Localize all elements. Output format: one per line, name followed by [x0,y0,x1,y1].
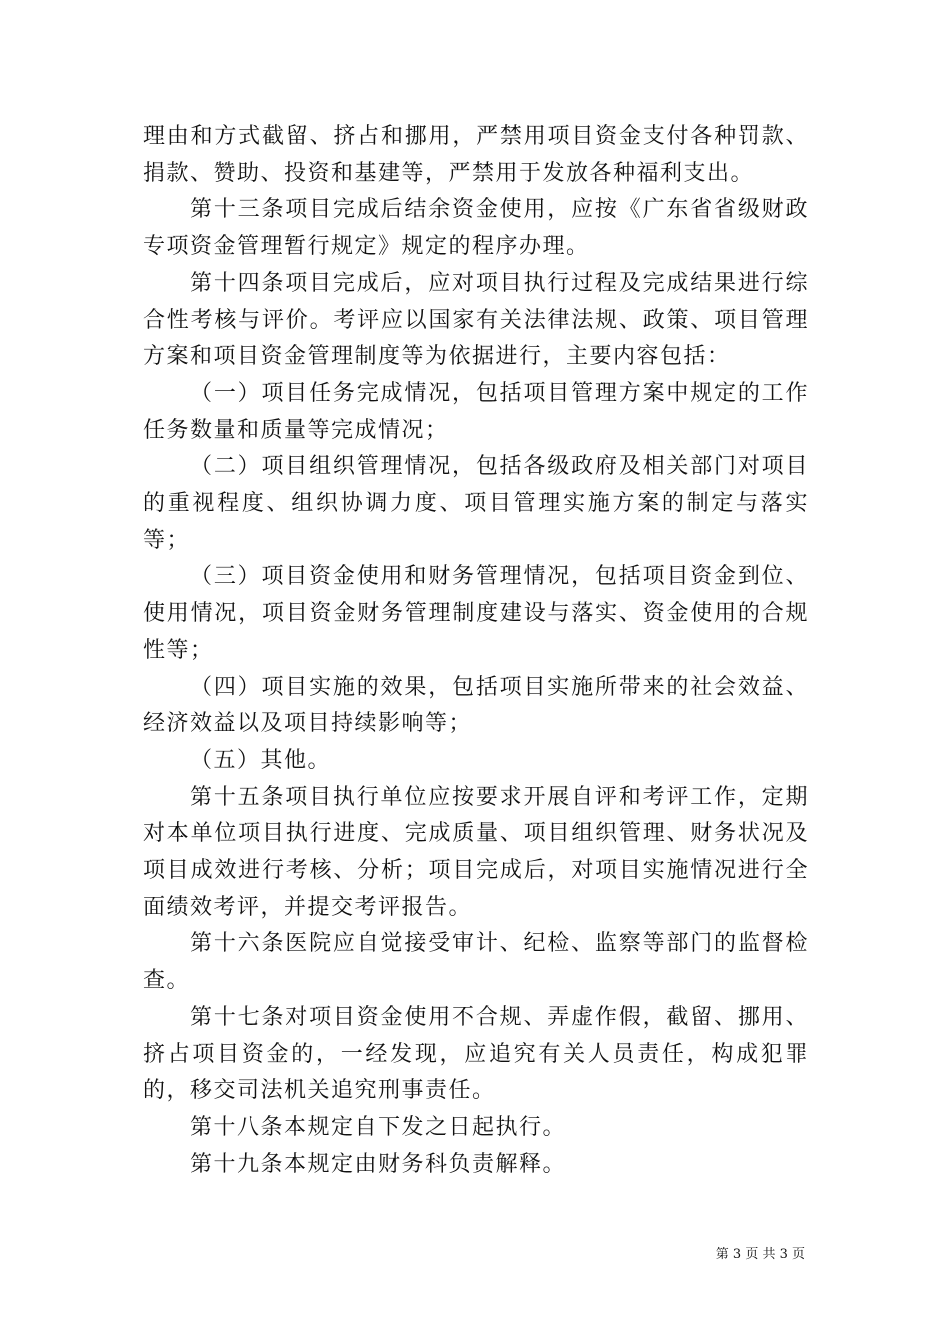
paragraph-article-19: 第十九条本规定由财务科负责解释。 [190,1151,567,1177]
paragraph-item-2: （二）项目组织管理情况，包括各级政府及相关部门对项目的重视程度、组织协调力度、项目管理实施方案的制定与落实等； [143,454,809,553]
document-body [143,119,809,1183]
paragraph-item-4: （四）项目实施的效果，包括项目实施所带来的社会效益、经济效益以及项目持续影响等； [143,674,809,737]
paragraph-article-14: 第十四条项目完成后，应对项目执行过程及完成结果进行综合性考核与评价。考评应以国家有关法律法规、政策、项目管理方案和项目资金管理制度等为依据进行，主要内容包括： [143,270,809,370]
paragraph-continuation: 理由和方式截留、挤占和挪用，严禁用项目资金支付各种罚款、捐款、赞助、投资和基建等，严禁用于发放各种福利支出。 [143,124,809,186]
paragraph-article-15: 第十五条项目执行单位应按要求开展自评和考评工作，定期对本单位项目执行进度、完成质量、项目组织管理、财务状况及项目成效进行考核、分析；项目完成后，对项目实施情况进行全面绩效考评，并提交考评报告。 [143,784,809,920]
paragraph-item-5: （五）其他。 [190,747,332,773]
paragraph-item-1: （一）项目任务完成情况，包括项目管理方案中规定的工作任务数量和质量等完成情况； [143,380,809,443]
page-number-footer: 第 3 页 共 3 页 [715,1247,805,1262]
paragraph-article-18: 第十八条本规定自下发之日起执行。 [190,1114,567,1140]
paragraph-article-13: 第十三条项目完成后结余资金使用，应按《广东省省级财政专项资金管理暂行规定》规定的程序办理。 [143,197,809,260]
paragraph-article-17: 第十七条对项目资金使用不合规、弄虚作假，截留、挪用、挤占项目资金的，一经发现，应追究有关人员责任，构成犯罪的，移交司法机关追究刑事责任。 [143,1004,809,1104]
paragraph-article-16: 第十六条医院应自觉接受审计、纪检、监察等部门的监督检查。 [143,931,809,994]
paragraph-item-3: （三）项目资金使用和财务管理情况，包括项目资金到位、使用情况，项目资金财务管理制度建设与落实、资金使用的合规性等； [143,564,809,663]
